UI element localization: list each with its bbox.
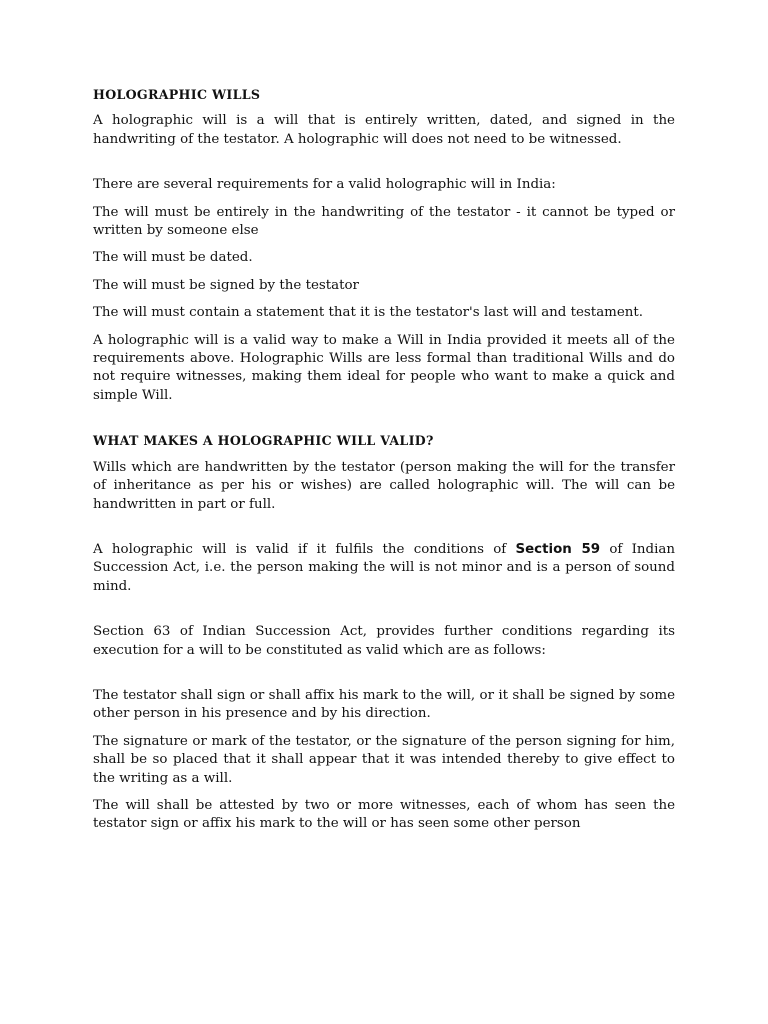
paragraph-summary: A holographic will is a valid way to make a Will in India provided it meets all of the requirements above. Holographic Wills are less formal than traditional Wills and do not require witnesses, making them ideal for people who want to make a quick and simple Will. xyxy=(93,332,675,403)
paragraph-condition-placement: The signature or mark of the testator, or the signature of the person signing for him, shall be so placed that it shall appear that it was intended thereby to give effect to the writing as a will. xyxy=(93,733,675,786)
heading-holographic-wills: HOLOGRAPHIC WILLS xyxy=(93,87,261,102)
paragraph-section-63: Section 63 of Indian Succession Act, provides further conditions regarding its execution for a will to be constituted as valid which are as follows: xyxy=(93,624,675,658)
paragraph-handwritten-definition: Wills which are handwritten by the testator (person making the will for the transfer of inheritance as per his or wishes) are called holographic will. The will can be handwritten in part or full. xyxy=(93,459,675,512)
section-59-text-after: of Indian Succession Act, i.e. the person making the will is not minor and is a person of sound mind. xyxy=(93,541,675,594)
section-59-bold: Section 59 xyxy=(515,541,601,557)
paragraph-requirement-dated: The will must be dated. xyxy=(93,250,253,266)
paragraph-requirement-signed: The will must be signed by the testator xyxy=(93,277,359,293)
paragraph-requirements-intro: There are several requirements for a valid holographic will in India: xyxy=(93,177,556,193)
document-page xyxy=(93,86,675,843)
paragraph-definition: A holographic will is a will that is entirely written, dated, and signed in the handwriting of the testator. A holographic will does not need to be witnessed. xyxy=(93,113,675,147)
paragraph-requirement-statement: The will must contain a statement that it is the testator's last will and testament. xyxy=(93,305,644,321)
section-59-text-before: A holographic will is valid if it fulfils the conditions of xyxy=(93,541,516,557)
heading-what-makes-valid: WHAT MAKES A HOLOGRAPHIC WILL VALID? xyxy=(93,433,434,449)
paragraph-condition-sign: The testator shall sign or shall affix his mark to the will, or it shall be signed by some other person in his presence and by his direction. xyxy=(93,687,675,722)
paragraph-requirement-handwriting: The will must be entirely in the handwriting of the testator - it cannot be typed or written by someone else xyxy=(93,204,675,239)
paragraph-section-59 xyxy=(93,541,675,596)
paragraph-condition-witnesses: The will shall be attested by two or more witnesses, each of whom has seen the testator sign or affix his mark to the will or has seen some other person xyxy=(93,797,675,832)
